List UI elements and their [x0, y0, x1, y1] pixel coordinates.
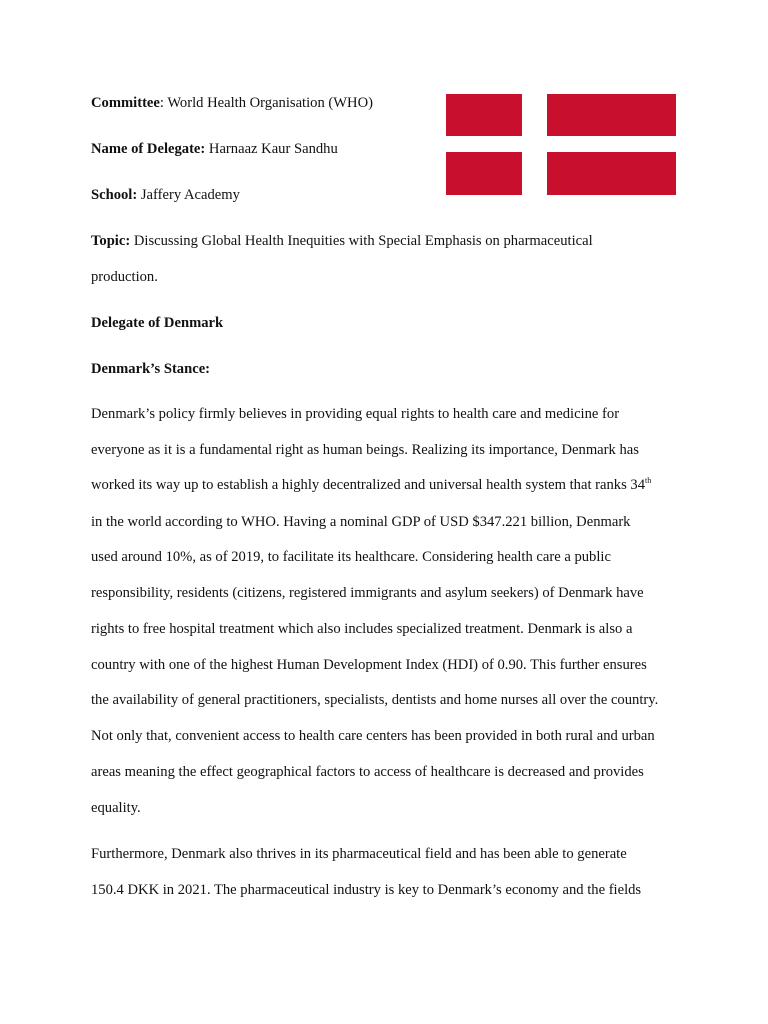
school-line — [91, 186, 240, 204]
paragraph-1-line-2: everyone as it is a fundamental right as human beings. Realizing its importance, Denmark has — [91, 442, 639, 458]
ordinal-suffix: th — [645, 476, 652, 486]
paragraph-1-line-3: worked its way up to establish a highly decentralized and universal health system that ranks 34th — [91, 476, 652, 493]
topic-value: Discussing Global Health Inequities with Special Emphasis on pharmaceutical — [130, 233, 593, 249]
paragraph-1-line-12: equality. — [91, 800, 141, 816]
committee-line — [91, 94, 373, 112]
paragraph-1-line-10: Not only that, convenient access to health care centers has been provided in both rural and urban — [91, 728, 655, 744]
paragraph-1-line-4: in the world according to WHO. Having a nominal GDP of USD $347.221 billion, Denmark — [91, 514, 631, 530]
stance-heading: Denmark’s Stance: — [91, 361, 211, 377]
paragraph-2-line-2: 150.4 DKK in 2021. The pharmaceutical industry is key to Denmark’s economy and the fields — [91, 882, 642, 898]
committee-label: Committee — [91, 95, 160, 111]
committee-value: : World Health Organisation (WHO) — [159, 95, 373, 111]
paragraph-1-line-8: country with one of the highest Human Development Index (HDI) of 0.90. This further ensures — [91, 657, 647, 673]
delegate-label: Name of Delegate: — [91, 141, 206, 157]
paragraph-1-line-6: responsibility, residents (citizens, registered immigrants and asylum seekers) of Denmark have — [91, 585, 644, 601]
topic-line-continued: production. — [91, 269, 158, 285]
paragraph-1-line-11: areas meaning the effect geographical factors to access of healthcare is decreased and provides — [91, 764, 644, 780]
paragraph-1-line-7: rights to free hospital treatment which also includes specialized treatment. Denmark is also a — [91, 621, 633, 637]
paragraph-2-line-1: Furthermore, Denmark also thrives in its pharmaceutical field and has been able to generate — [91, 846, 627, 862]
delegate-value: Harnaaz Kaur Sandhu — [205, 141, 338, 157]
topic-line — [91, 232, 593, 250]
paragraph-1-line-9: the availability of general practitioners, specialists, dentists and home nurses all over the country. — [91, 692, 659, 708]
paragraph-1-line-5: used around 10%, as of 2019, to facilitate its healthcare. Considering health care a public — [91, 549, 611, 565]
delegate-name-line — [91, 140, 338, 158]
denmark-flag — [446, 94, 676, 195]
school-value: Jaffery Academy — [137, 187, 240, 203]
topic-label: Topic: — [91, 233, 131, 249]
paragraph-1-line-1: Denmark’s policy firmly believes in providing equal rights to health care and medicine for — [91, 406, 620, 422]
flag-horizontal-cross — [446, 136, 676, 152]
delegation-heading: Delegate of Denmark — [91, 315, 224, 331]
school-label: School: — [91, 187, 138, 203]
